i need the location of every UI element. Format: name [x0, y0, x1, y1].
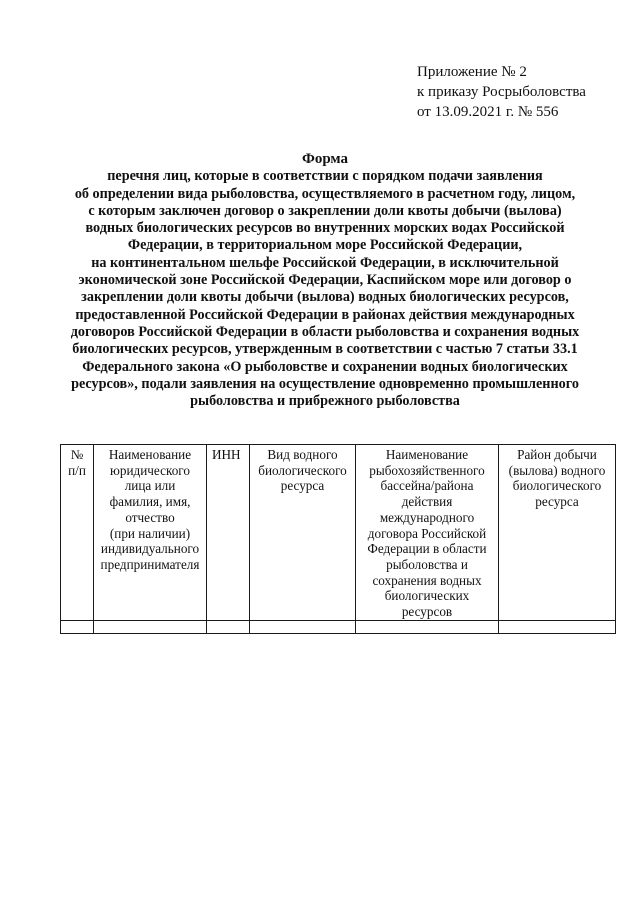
title-line: закреплении доли квоты добычи (вылова) водных биологических ресурсов, — [81, 289, 569, 306]
title-line: с которым заключен договор о закреплении доли квоты добычи (вылова) — [88, 202, 562, 219]
table-cell — [499, 620, 616, 633]
table-cell — [61, 620, 94, 633]
title-line: водных биологических ресурсов во внутренних морских водах Российской — [85, 220, 565, 237]
form-heading: Форма — [301, 151, 349, 167]
title-line: на континентальном шельфе Российской Федерации, в исключительной — [91, 254, 559, 271]
table-cell — [94, 620, 207, 633]
table-row — [61, 620, 616, 633]
header-resource-type: Вид водного биологического ресурса — [250, 445, 356, 621]
appendix-number: Приложение № 2 — [417, 64, 527, 80]
title-line: договоров Российской Федерации в области рыболовства и сохранения водных — [70, 323, 580, 340]
table-header-row — [61, 445, 616, 621]
title-line: рыболовства и прибрежного рыболовства — [190, 393, 460, 410]
form-title — [40, 151, 610, 410]
header-entity-name: Наименование юридического лица или фамилия, имя, отчество (при наличии) индивидуального предпринимателя — [94, 445, 207, 621]
title-line: предоставленной Российской Федерации в районах действия международных — [75, 306, 575, 323]
form-table — [60, 444, 616, 634]
appendix-header — [417, 62, 586, 122]
title-line: экономической зоне Российской Федерации, Каспийском море или договор о — [78, 272, 572, 289]
table-cell — [356, 620, 499, 633]
table-cell — [207, 620, 250, 633]
appendix-order-ref: к приказу Росрыболовства — [417, 84, 586, 100]
header-basin-name: Наименование рыбохозяйственного бассейна/района действия международного договора Российской Федерации в области рыболовства и сохранения водных биологических ресурсов — [356, 445, 499, 621]
title-line: Федерации, в территориальном море Российской Федерации, — [127, 237, 523, 254]
header-catch-area: Район добычи (вылова) водного биологического ресурса — [499, 445, 616, 621]
title-line: Федерального закона «О рыболовстве и сохранении водных биологических — [82, 358, 568, 375]
header-number: № п/п — [61, 445, 94, 621]
header-inn: ИНН — [207, 445, 250, 621]
appendix-order-date: от 13.09.2021 г. № 556 — [417, 104, 559, 120]
title-line: ресурсов», подали заявления на осуществление одновременно промышленного — [71, 375, 579, 392]
title-line: об определении вида рыболовства, осуществляемого в расчетном году, лицом, — [74, 185, 576, 202]
table-cell — [250, 620, 356, 633]
title-line: биологических ресурсов, утвержденным в соответствии с частью 7 статьи 33.1 — [72, 341, 578, 358]
title-line: перечня лиц, которые в соответствии с порядком подачи заявления — [107, 168, 543, 185]
